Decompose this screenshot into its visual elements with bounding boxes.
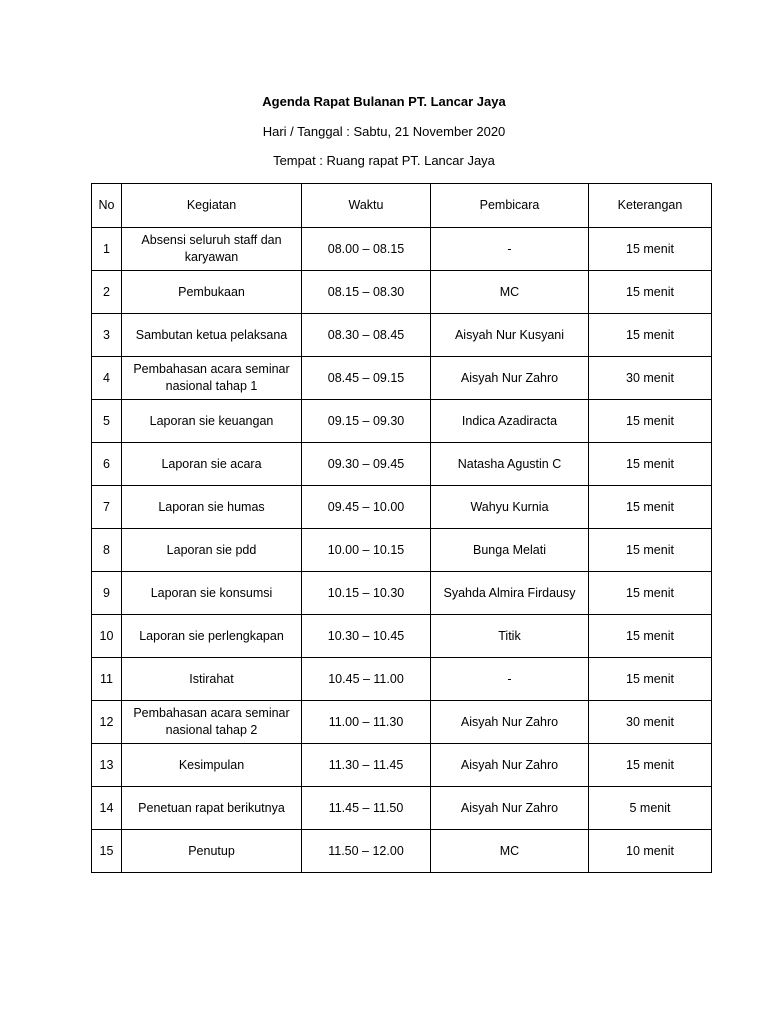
cell-pembicara: Aisyah Nur Zahro <box>431 701 589 744</box>
header-kegiatan: Kegiatan <box>122 184 302 228</box>
date-line: Hari / Tanggal : Sabtu, 21 November 2020 <box>262 124 506 139</box>
cell-keterangan: 15 menit <box>589 486 712 529</box>
table-row <box>92 572 712 615</box>
cell-no: 3 <box>92 314 122 357</box>
table-row <box>92 271 712 314</box>
table-row <box>92 314 712 357</box>
cell-no: 12 <box>92 701 122 744</box>
cell-keterangan: 15 menit <box>589 744 712 787</box>
header-keterangan: Keterangan <box>589 184 712 228</box>
cell-pembicara: MC <box>431 830 589 873</box>
cell-pembicara: - <box>431 658 589 701</box>
cell-pembicara: Syahda Almira Firdausy <box>431 572 589 615</box>
cell-no: 13 <box>92 744 122 787</box>
cell-keterangan: 15 menit <box>589 658 712 701</box>
cell-waktu: 09.30 – 09.45 <box>302 443 431 486</box>
table-row <box>92 615 712 658</box>
cell-waktu: 10.15 – 10.30 <box>302 572 431 615</box>
header-no: No <box>92 184 122 228</box>
table-row <box>92 830 712 873</box>
cell-keterangan: 30 menit <box>589 357 712 400</box>
cell-pembicara: Indica Azadiracta <box>431 400 589 443</box>
cell-kegiatan: Laporan sie keuangan <box>122 400 302 443</box>
table-row <box>92 787 712 830</box>
agenda-table-body <box>92 228 712 873</box>
header-pembicara: Pembicara <box>431 184 589 228</box>
cell-keterangan: 15 menit <box>589 529 712 572</box>
table-row <box>92 400 712 443</box>
cell-no: 11 <box>92 658 122 701</box>
cell-kegiatan: Pembahasan acara seminar nasional tahap 2 <box>122 701 302 744</box>
cell-pembicara: - <box>431 228 589 271</box>
cell-kegiatan: Laporan sie perlengkapan <box>122 615 302 658</box>
cell-waktu: 08.00 – 08.15 <box>302 228 431 271</box>
table-row <box>92 357 712 400</box>
table-row <box>92 529 712 572</box>
cell-kegiatan: Absensi seluruh staff dan karyawan <box>122 228 302 271</box>
header-waktu: Waktu <box>302 184 431 228</box>
cell-no: 2 <box>92 271 122 314</box>
agenda-table <box>91 183 712 873</box>
cell-no: 5 <box>92 400 122 443</box>
cell-pembicara: Aisyah Nur Kusyani <box>431 314 589 357</box>
cell-keterangan: 10 menit <box>589 830 712 873</box>
cell-keterangan: 5 menit <box>589 787 712 830</box>
table-header-row <box>92 184 712 228</box>
table-row <box>92 658 712 701</box>
cell-no: 15 <box>92 830 122 873</box>
cell-no: 14 <box>92 787 122 830</box>
table-row <box>92 744 712 787</box>
cell-waktu: 10.45 – 11.00 <box>302 658 431 701</box>
cell-pembicara: Wahyu Kurnia <box>431 486 589 529</box>
cell-waktu: 09.15 – 09.30 <box>302 400 431 443</box>
cell-no: 9 <box>92 572 122 615</box>
cell-pembicara: Titik <box>431 615 589 658</box>
cell-pembicara: Aisyah Nur Zahro <box>431 744 589 787</box>
cell-no: 1 <box>92 228 122 271</box>
cell-kegiatan: Penutup <box>122 830 302 873</box>
cell-keterangan: 15 menit <box>589 314 712 357</box>
cell-kegiatan: Istirahat <box>122 658 302 701</box>
table-row <box>92 228 712 271</box>
cell-pembicara: Aisyah Nur Zahro <box>431 787 589 830</box>
cell-keterangan: 15 menit <box>589 271 712 314</box>
cell-waktu: 11.00 – 11.30 <box>302 701 431 744</box>
cell-waktu: 08.30 – 08.45 <box>302 314 431 357</box>
cell-waktu: 10.00 – 10.15 <box>302 529 431 572</box>
cell-waktu: 11.50 – 12.00 <box>302 830 431 873</box>
cell-waktu: 08.15 – 08.30 <box>302 271 431 314</box>
cell-waktu: 11.45 – 11.50 <box>302 787 431 830</box>
cell-keterangan: 15 menit <box>589 572 712 615</box>
cell-no: 10 <box>92 615 122 658</box>
place-line: Tempat : Ruang rapat PT. Lancar Jaya <box>273 153 495 168</box>
cell-keterangan: 15 menit <box>589 615 712 658</box>
cell-kegiatan: Penetuan rapat berikutnya <box>122 787 302 830</box>
cell-pembicara: MC <box>431 271 589 314</box>
cell-keterangan: 15 menit <box>589 228 712 271</box>
cell-waktu: 10.30 – 10.45 <box>302 615 431 658</box>
cell-pembicara: Bunga Melati <box>431 529 589 572</box>
cell-keterangan: 30 menit <box>589 701 712 744</box>
cell-keterangan: 15 menit <box>589 443 712 486</box>
table-row <box>92 486 712 529</box>
cell-pembicara: Aisyah Nur Zahro <box>431 357 589 400</box>
cell-no: 7 <box>92 486 122 529</box>
cell-kegiatan: Laporan sie humas <box>122 486 302 529</box>
cell-waktu: 08.45 – 09.15 <box>302 357 431 400</box>
cell-no: 4 <box>92 357 122 400</box>
cell-kegiatan: Sambutan ketua pelaksana <box>122 314 302 357</box>
cell-keterangan: 15 menit <box>589 400 712 443</box>
cell-kegiatan: Laporan sie konsumsi <box>122 572 302 615</box>
cell-kegiatan: Laporan sie pdd <box>122 529 302 572</box>
cell-no: 8 <box>92 529 122 572</box>
cell-kegiatan: Kesimpulan <box>122 744 302 787</box>
table-row <box>92 701 712 744</box>
cell-kegiatan: Laporan sie acara <box>122 443 302 486</box>
table-row <box>92 443 712 486</box>
cell-kegiatan: Pembahasan acara seminar nasional tahap 1 <box>122 357 302 400</box>
cell-waktu: 11.30 – 11.45 <box>302 744 431 787</box>
cell-kegiatan: Pembukaan <box>122 271 302 314</box>
cell-waktu: 09.45 – 10.00 <box>302 486 431 529</box>
cell-no: 6 <box>92 443 122 486</box>
document-title: Agenda Rapat Bulanan PT. Lancar Jaya <box>262 94 506 109</box>
cell-pembicara: Natasha Agustin C <box>431 443 589 486</box>
